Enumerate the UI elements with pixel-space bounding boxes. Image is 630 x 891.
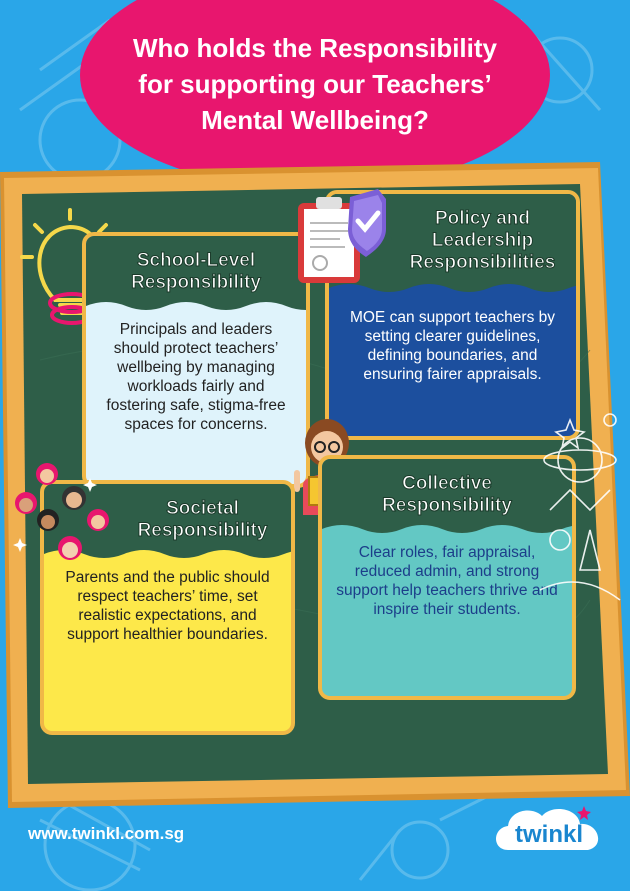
page-title bbox=[95, 30, 535, 138]
card-title bbox=[389, 208, 576, 274]
card-title-line: Responsibility bbox=[137, 520, 268, 541]
title-line-2: for supporting our Teachers’ bbox=[138, 69, 492, 99]
card-title-line: Societal bbox=[166, 498, 239, 519]
card-body: MOE can support teachers by setting clearer guidelines, defining boundaries, and ensuring fairer appraisals. bbox=[349, 309, 556, 383]
card-title bbox=[114, 498, 291, 542]
twinkl-logo bbox=[488, 800, 610, 862]
card-title bbox=[86, 250, 306, 294]
title-line-3: Mental Wellbeing? bbox=[201, 105, 429, 135]
card-body: Parents and the public should respect teachers’ time, set realistic expectations, and support healthier boundaries. bbox=[65, 569, 270, 643]
website-link[interactable]: www.twinkl.com.sg bbox=[28, 824, 185, 843]
clipboard-shield-icon bbox=[290, 185, 390, 295]
card-body: Principals and leaders should protect teachers’ wellbeing by managing workloads fairly and fostering safe, stigma-free spaces for concerns. bbox=[106, 321, 286, 433]
school-level-card bbox=[82, 232, 310, 488]
card-title-line: Responsibilities bbox=[409, 252, 556, 273]
logo-text: twinkl bbox=[514, 821, 584, 848]
card-body: Clear roles, fair appraisal, reduced admin, and strong support help teachers thrive and inspire their students. bbox=[336, 544, 558, 618]
card-title-line: Leadership bbox=[431, 230, 534, 251]
science-doodle-icon bbox=[530, 400, 630, 620]
card-title-line: Collective bbox=[402, 473, 492, 494]
card-title-line: School-Level bbox=[136, 250, 256, 271]
card-title-line: Responsibility bbox=[382, 495, 512, 516]
title-line-1: Who holds the Responsibility bbox=[133, 33, 497, 63]
card-title-line: Policy and bbox=[434, 208, 531, 229]
diverse-faces-icon bbox=[12, 458, 112, 568]
card-title-line: Responsibility bbox=[131, 272, 261, 293]
